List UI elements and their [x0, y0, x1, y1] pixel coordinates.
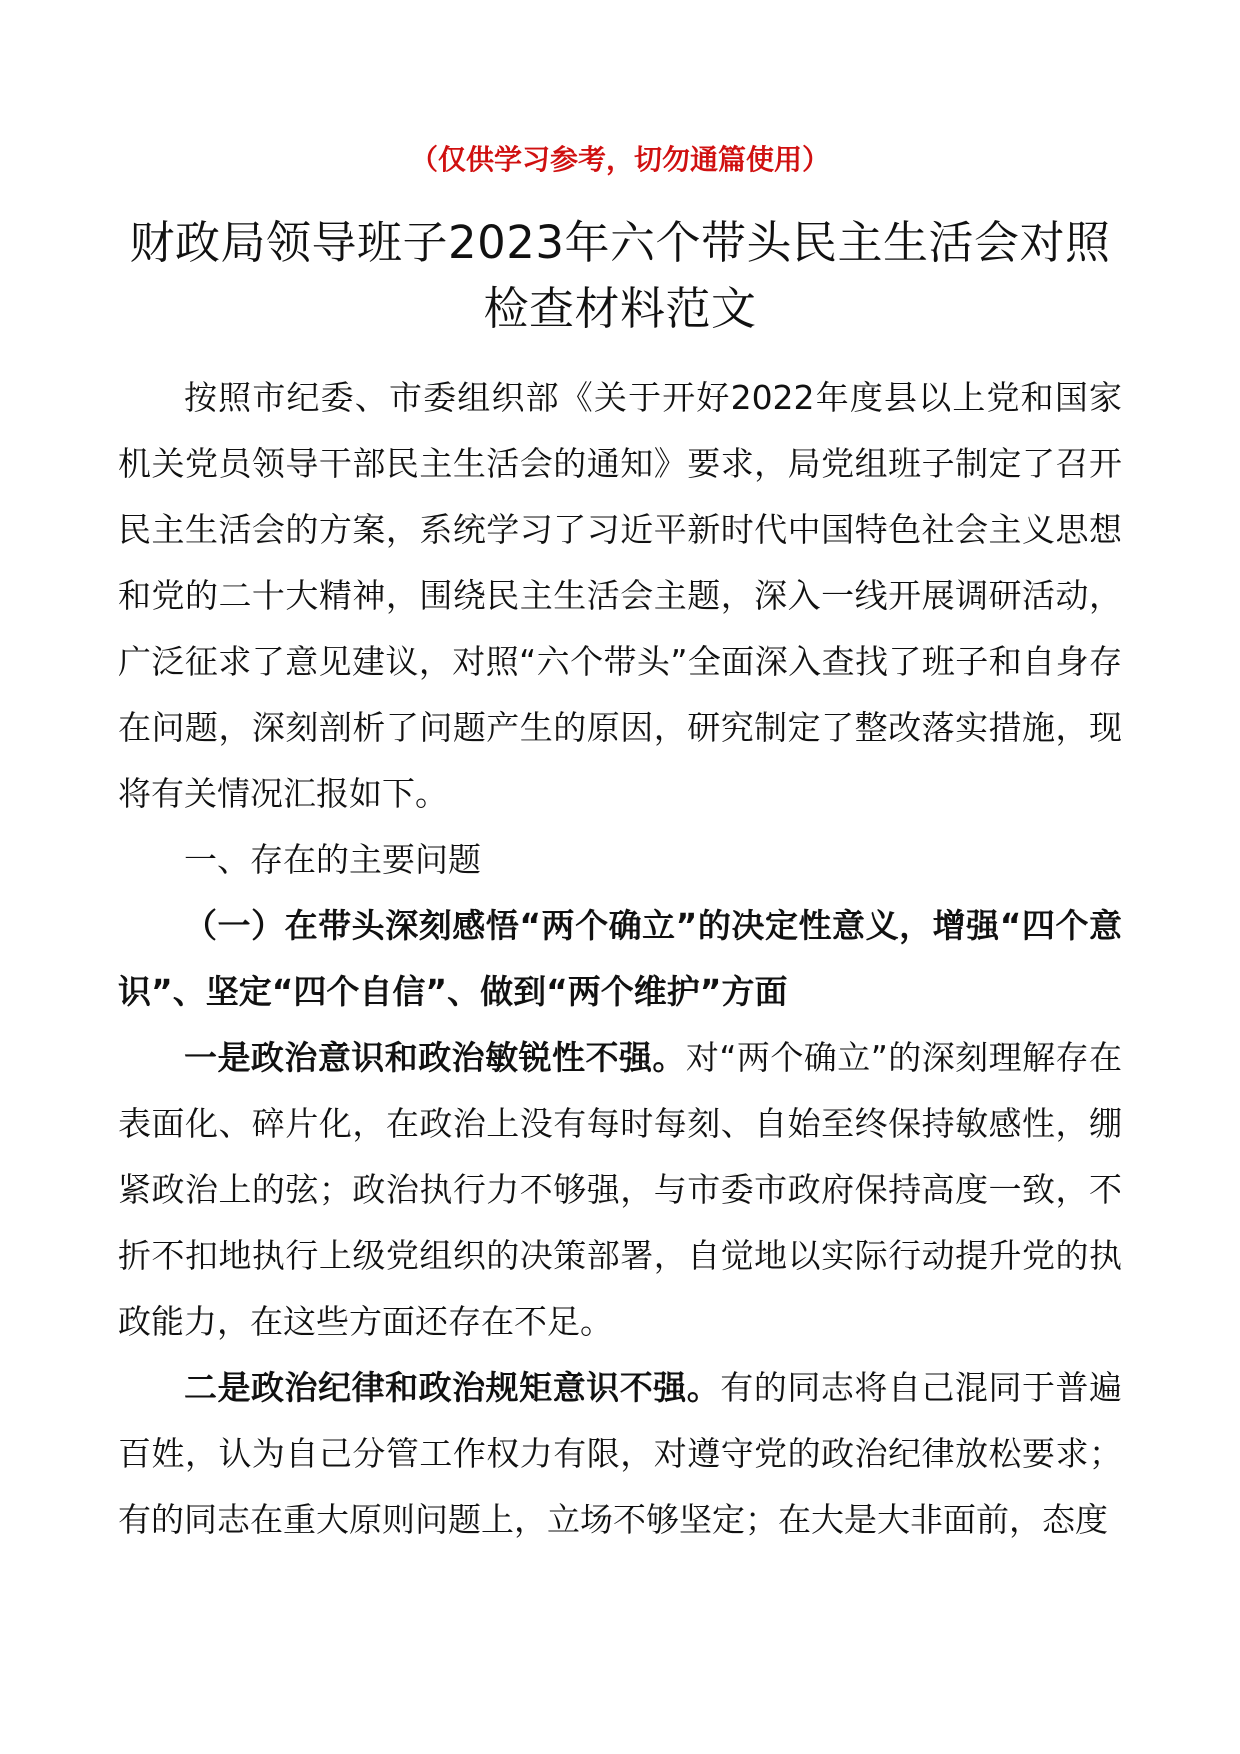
- point-body-2: 有的同志将自己混同于普遍百姓，认为自己分管工作权力有限，对遵守党的政治纪律放松要求；有的同志在重大原则问题上，立场不够坚定；在大是大非面前，态度: [118, 1368, 1123, 1539]
- document-body: [118, 365, 1122, 1553]
- section-heading: 一、存在的主要问题: [184, 840, 481, 879]
- point-lead-1: 一是政治意识和政治敏锐性不强。: [184, 1038, 686, 1077]
- point-lead-2: 二是政治纪律和政治规矩意识不强。: [184, 1368, 721, 1407]
- document-title: 财政局领导班子2023年六个带头民主生活会对照检查材料范文: [129, 216, 1111, 335]
- usage-notice: （仅供学习参考，切勿通篇使用）: [409, 143, 830, 176]
- point-paragraph-1: [118, 1025, 1122, 1355]
- point-paragraph-2: [118, 1355, 1122, 1553]
- intro-paragraph: 按照市纪委、市委组织部《关于开好2022年度县以上党和国家机关党员领导干部民主生活会的通知》要求，局党组班子制定了召开民主生活会的方案，系统学习了习近平新时代中国特色社会主义思想和党的二十大精神，围绕民主生活会主题，深入一线开展调研活动，广泛征求了意见建议，对照“六个带头”全面深入查找了班子和自身存在问题，深刻剖析了问题产生的原因，研究制定了整改落实措施，现将有关情况汇报如下。: [118, 378, 1122, 813]
- point-body-1: 对“两个确立”的深刻理解存在表面化、碎片化，在政治上没有每时每刻、自始至终保持敏感性，绷紧政治上的弦；政治执行力不够强，与市委市政府保持高度一致，不折不扣地执行上级党组织的决策部署，自觉地以实际行动提升党的执政能力，在这些方面还存在不足。: [118, 1038, 1122, 1341]
- subsection-heading: （一）在带头深刻感悟“两个确立”的决定性意义，增强“四个意识”、坚定“四个自信”、做到“两个维护”方面: [118, 906, 1122, 1011]
